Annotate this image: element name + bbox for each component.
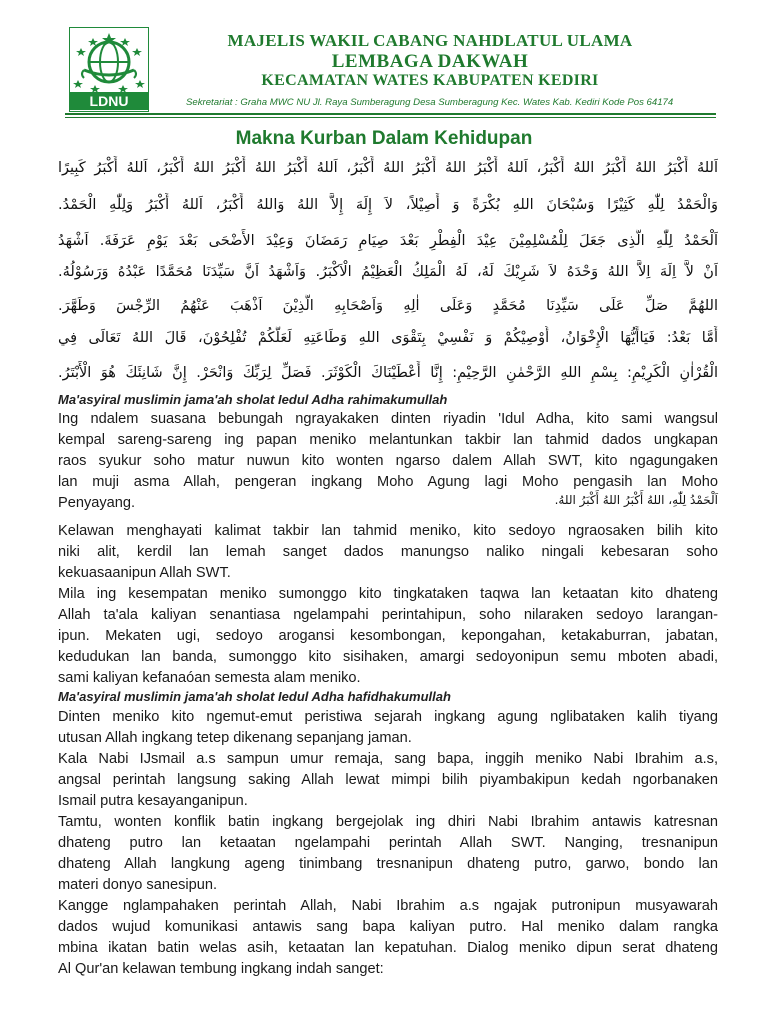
paragraph-line: mbina ikatan batin welas asih, ketaatan lan kepatuhan. Dialog meniko dipun serat dhateng — [58, 940, 718, 956]
paragraph-3 — [58, 584, 718, 689]
letterhead — [0, 0, 768, 116]
paragraph-line: ipun. Mekaten ugi, sedoyo arogansi kesombongan, kepongahan, ketakaburran, jabatan, — [58, 628, 718, 644]
paragraph-line: Ing ndalem suasana bebungah ngrayakaken dinten riyadin 'Idul Adha, kito sami wangsul — [58, 411, 718, 427]
paragraph-line: Tamtu, wonten konflik batin ingkang bergejolak ing dhiri Nabi Ibrahim antawis katresnan — [58, 814, 718, 830]
paragraph-line: Dinten meniko kito ngemut-emut peristiwa sejarah ingkang agung nglibataken kalih tiyang — [58, 709, 718, 725]
paragraph-2 — [58, 521, 718, 584]
paragraph-line: dhateng Allah langkung ageng tinimbang tresnanipun dhateng putro, garwo, bondo lan — [58, 856, 718, 872]
header-divider-thin — [65, 117, 716, 118]
paragraph-7 — [58, 896, 718, 980]
header-divider-thick — [65, 113, 716, 115]
salutation: Ma'asyiral muslimin jama'ah sholat Iedul Adha hafidhakumullah — [58, 689, 451, 704]
paragraph-line: dados wujud komunikasi antawis sang bapa kaliyan putro. Hal meniko dalam rangka — [58, 919, 718, 935]
paragraph-line: angsal perintah langsung saking Allah lewat mimpi bilih piyambakipun kedah ngorbanaken — [58, 772, 718, 788]
paragraph-line: Kelawan menghayati kalimat takbir lan tahmid meniko, kito sedoyo ngraosaken bilih kito — [58, 523, 718, 539]
arabic-line: الْقُرْاٰنِ الْكَرِيْمِ: بِسْمِ اللهِ الرَّحْمٰنِ الرَّحِيْمِ: إِنَّا أَعْطَيْنَاكَ الْكَوْثَرَ. فَصَلِّ لِرَبِّكَ وَانْحَرْ. إِنَّ شَانِئَكَ هُوَ الْأَبْتَرُ. — [58, 365, 718, 381]
arabic-line: اَنْ لاَّ اِلَهَ اِلاَّ اللهُ وَحْدَهُ لاَ شَرِيْكَ لَهُ، لَهُ الْمَلِكُ الْعَظِيْمُ الْاَكْبَرُ. وَاَشْهَدُ اَنَّ سَيِّدَنَا مُحَمَّدًا عَبْدُهُ وَرَسُوْلُهُ. — [58, 264, 718, 280]
paragraph-line: utusan Allah ingkang tetep dikenang sepanjang jaman. — [58, 730, 412, 746]
paragraph-5 — [58, 749, 718, 812]
secretariat-address: Sekretariat : Graha MWC NU Jl. Raya Sumberagung Desa Sumberagung Kec. Wates Kab. Kediri Kode Pos 64174 — [186, 97, 674, 108]
paragraph-line: kempal sareng-sareng ing papan meniko melantunkan takbir lan tahmid dados ungkapan — [58, 432, 718, 448]
paragraph-line: lan muji asma Allah, pengeran ingkang Moho Agung lagi Moho pengasih lan Moho — [58, 474, 718, 490]
paragraph-line: Allah ta'ala kaliyan senantiasa ngelampahi perintahipun, soho nilaraken sedoyo larangan- — [58, 607, 718, 623]
paragraph-line: Kala Nabi IJsmail a.s sampun umur remaja, sang bapa, inggih meniko Nabi Ibrahim a.s, — [58, 751, 718, 767]
nu-globe-icon — [70, 28, 148, 94]
salutation: Ma'asyiral muslimin jama'ah sholat Iedul Adha rahimakumullah — [58, 392, 448, 407]
org-name-line1: MAJELIS WAKIL CABANG NAHDLATUL ULAMA — [227, 31, 633, 50]
paragraph-line: raos syukur soho matur nuwun kito wonten ngarso dalem Allah SWT, kito ngagungaken — [58, 453, 718, 469]
paragraph-line: kekuasaanipun Allah SWT. — [58, 565, 231, 581]
logo-text: LDNU — [70, 92, 148, 110]
paragraph-line: Ismail putra kesayanganipun. — [58, 793, 248, 809]
arabic-line: وَالْحَمْدُ لِلّٰهِ كَثِيْرًا وَسُبْحَانَ اللهِ بُكْرَةً وَ أَصِيْلاً، لاَ إِلَهَ إِلاَّ اللهُ وَاللهُ أَكْبَرُ، اَللهُ أَكْبَرُ وَلِلّٰهِ الْحَمْدُ. — [58, 197, 718, 213]
paragraph-line: sami kaliyan kefanaóan semesta alam meniko. — [58, 670, 361, 686]
ldnu-logo — [69, 27, 149, 112]
paragraph-line: materi donyo sanesipun. — [58, 877, 218, 893]
paragraph-line: kedudukan lan banda, sumonggo kito sisihaken, amargi sedoyonipun semu mboten abadi, — [58, 649, 718, 665]
arabic-line: اللهُمَّ صَلِّ عَلَى سَيِّدِنَا مُحَمَّدٍ وَعَلَى اٰلِهِ وَاَصْحَابِهِ الَّذِيْنَ اَذْهَبَ عَنْهُمُ الرِّجْسَ وَطَهَّرَ. — [58, 298, 718, 314]
inline-arabic: اَلْحَمْدُ لِلّٰهِ، اللهُ أَكْبَرُ اللهُ أَكْبَرُ اللهُ. — [554, 493, 718, 507]
paragraph-line: Penyayang. — [58, 495, 136, 511]
paragraph-line: niki alit, kerdil lan lemah sanget dados manungso naliko ningali kebesaran soho — [58, 544, 718, 560]
paragraph-line: dhateng putro lan ketaatan ngelampahi perintah Allah SWT. Nanging, tresnanipun — [58, 835, 718, 851]
org-name-line2: LEMBAGA DAKWAH — [331, 51, 529, 72]
paragraph-line: Mila ing kesempatan meniko sumonggo kito tingkataken taqwa lan ketaatan kito dhateng — [58, 586, 718, 602]
paragraph-4 — [58, 707, 718, 749]
arabic-line: اَلْحَمْدُ لِلّٰهِ الَّذِى جَعَلَ لِلْمُسْلِمِيْنَ عِيْدَ الْفِطْرِ بَعْدَ صِيَامِ رَمَضَانَ وَعِيْدَ الأَضْحَى بَعْدَ يَوْمِ عَرَفَةَ. اَشْهَدُ — [58, 233, 718, 249]
paragraph-line: Kangge nglampahaken perintah Allah, Nabi Ibrahim a.s ngajak putronipun musyawarah — [58, 898, 718, 914]
paragraph-line: Al Qur'an kelawan tembung ingkang indah sanget: — [58, 961, 384, 977]
arabic-line: أَمَّا بَعْدُ: فَيَاأَيُّهَا الْإِخْوَانُ، أُوْصِيْكُمْ وَ نَفْسِيْ بِتَقْوَى اللهِ وَطَاعَتِهِ لَعَلَّكُمْ تُفْلِحُوْنَ، قَالَ اللهُ تَعَالَى فِي — [58, 330, 718, 346]
document-title: Makna Kurban Dalam Kehidupan — [235, 128, 533, 149]
arabic-line: اَللهُ أَكْبَرُ اللهُ أَكْبَرُ اللهُ أَكْبَرُ، اَللهُ أَكْبَرُ اللهُ أَكْبَرُ اللهُ أَكْبَرُ، اَللهُ أَكْبَرُ اللهُ أَكْبَرُ اللهُ أَكْبَرُ، اَللهُ أَكْبَرُ كَبِيرًا — [58, 160, 718, 176]
paragraph-6 — [58, 812, 718, 896]
org-name-line3: KECAMATAN WATES KABUPATEN KEDIRI — [261, 72, 599, 89]
